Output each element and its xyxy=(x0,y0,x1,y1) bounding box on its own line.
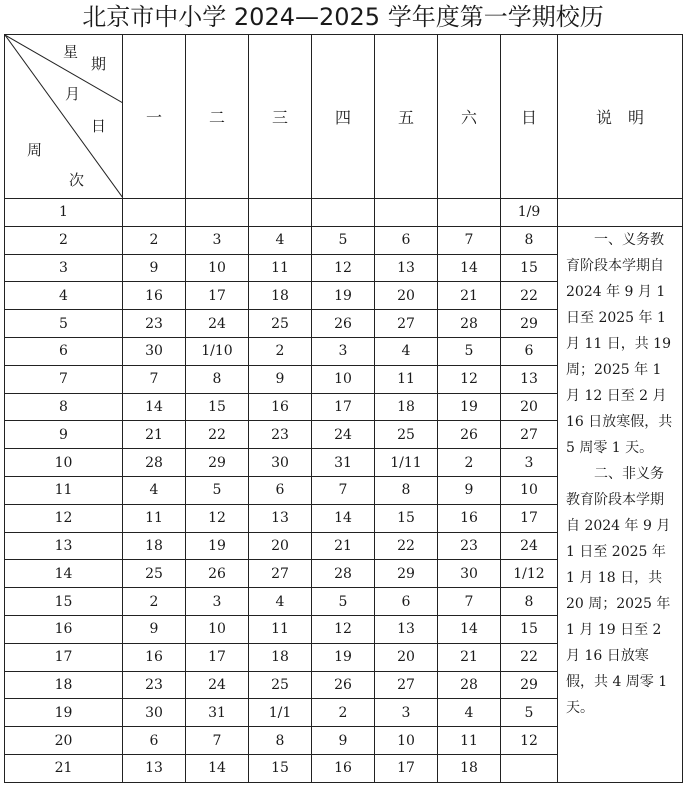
day-cell: 14 xyxy=(312,504,375,532)
corner-label-xing: 星 xyxy=(63,43,79,61)
day-cell: 20 xyxy=(375,643,438,671)
day-cell: 7 xyxy=(312,476,375,504)
day-cell: 29 xyxy=(501,671,558,699)
day-cell: 30 xyxy=(438,560,501,588)
week-number: 19 xyxy=(5,699,123,727)
weekday-header-wed: 三 xyxy=(249,35,312,199)
day-cell: 4 xyxy=(438,699,501,727)
day-cell: 31 xyxy=(186,699,249,727)
day-cell: 16 xyxy=(123,643,186,671)
day-cell: 3 xyxy=(186,226,249,254)
day-cell: 17 xyxy=(312,393,375,421)
day-cell: 14 xyxy=(438,254,501,282)
week-number: 3 xyxy=(5,254,123,282)
day-cell: 10 xyxy=(375,727,438,755)
day-cell: 12 xyxy=(501,727,558,755)
day-cell: 6 xyxy=(501,337,558,365)
notes-cell xyxy=(558,226,683,782)
day-cell: 5 xyxy=(186,476,249,504)
day-cell: 23 xyxy=(123,310,186,338)
day-cell: 29 xyxy=(186,449,249,477)
notes-blank-cell xyxy=(558,199,683,227)
table-row xyxy=(5,226,683,254)
day-cell: 27 xyxy=(375,671,438,699)
day-cell: 30 xyxy=(123,699,186,727)
week-number: 9 xyxy=(5,421,123,449)
day-cell: 22 xyxy=(501,282,558,310)
day-cell: 16 xyxy=(312,754,375,782)
day-cell: 6 xyxy=(375,588,438,616)
day-cell: 5 xyxy=(312,588,375,616)
day-cell: 21 xyxy=(438,282,501,310)
day-cell: 9 xyxy=(249,365,312,393)
day-cell: 5 xyxy=(501,699,558,727)
day-cell: 22 xyxy=(501,643,558,671)
day-cell: 1/9 xyxy=(501,199,558,227)
day-cell: 7 xyxy=(438,226,501,254)
day-cell: 10 xyxy=(501,476,558,504)
day-cell: 28 xyxy=(312,560,375,588)
day-cell: 19 xyxy=(438,393,501,421)
corner-label-zhou: 周 xyxy=(27,141,43,159)
day-cell: 7 xyxy=(186,727,249,755)
day-cell: 2 xyxy=(249,337,312,365)
week-number: 5 xyxy=(5,310,123,338)
day-cell xyxy=(375,199,438,227)
day-cell xyxy=(186,199,249,227)
day-cell: 10 xyxy=(186,254,249,282)
notes-header: 说 明 xyxy=(558,35,683,199)
day-cell: 2 xyxy=(312,699,375,727)
day-cell: 21 xyxy=(123,421,186,449)
day-cell: 13 xyxy=(123,754,186,782)
day-cell: 6 xyxy=(249,476,312,504)
week-number: 4 xyxy=(5,282,123,310)
day-cell: 23 xyxy=(123,671,186,699)
day-cell: 13 xyxy=(501,365,558,393)
corner-header xyxy=(5,35,123,199)
day-cell: 7 xyxy=(438,588,501,616)
day-cell: 18 xyxy=(123,532,186,560)
day-cell: 5 xyxy=(312,226,375,254)
corner-label-ci: 次 xyxy=(69,171,85,189)
day-cell: 18 xyxy=(249,643,312,671)
day-cell: 15 xyxy=(249,754,312,782)
corner-label-qi: 期 xyxy=(91,55,107,73)
day-cell: 19 xyxy=(312,282,375,310)
day-cell: 8 xyxy=(375,476,438,504)
weekday-header-sat: 六 xyxy=(438,35,501,199)
day-cell xyxy=(501,754,558,782)
day-cell: 20 xyxy=(501,393,558,421)
day-cell: 27 xyxy=(375,310,438,338)
day-cell: 14 xyxy=(186,754,249,782)
day-cell: 31 xyxy=(312,449,375,477)
day-cell: 26 xyxy=(438,421,501,449)
day-cell: 25 xyxy=(375,421,438,449)
day-cell: 20 xyxy=(375,282,438,310)
day-cell: 19 xyxy=(312,643,375,671)
day-cell: 3 xyxy=(375,699,438,727)
day-cell: 24 xyxy=(186,671,249,699)
day-cell: 22 xyxy=(186,421,249,449)
day-cell: 6 xyxy=(375,226,438,254)
day-cell: 8 xyxy=(249,727,312,755)
day-cell xyxy=(438,199,501,227)
page-title: 北京市中小学 2024—2025 学年度第一学期校历 xyxy=(82,3,604,31)
day-cell: 18 xyxy=(249,282,312,310)
day-cell: 12 xyxy=(312,254,375,282)
day-cell: 13 xyxy=(375,254,438,282)
day-cell: 4 xyxy=(249,588,312,616)
day-cell: 5 xyxy=(438,337,501,365)
note-paragraph: 二、非义务教育阶段本学期自 2024 年 9 月 1 日至 2025 年 1 月 18 日，共 20 周；2025 年 1 月 19 日至 2 月 16 日放寒假，共 4 周零 1 天。 xyxy=(566,465,671,716)
day-cell: 3 xyxy=(312,337,375,365)
header-row xyxy=(5,35,683,199)
corner-label-ri: 日 xyxy=(91,117,107,135)
day-cell: 28 xyxy=(123,449,186,477)
day-cell: 17 xyxy=(375,754,438,782)
table-row xyxy=(5,199,683,227)
day-cell: 23 xyxy=(249,421,312,449)
day-cell: 25 xyxy=(249,671,312,699)
day-cell: 16 xyxy=(249,393,312,421)
day-cell: 29 xyxy=(501,310,558,338)
day-cell: 13 xyxy=(375,615,438,643)
day-cell: 1/10 xyxy=(186,337,249,365)
day-cell: 24 xyxy=(186,310,249,338)
day-cell: 29 xyxy=(375,560,438,588)
weekday-header-thu: 四 xyxy=(312,35,375,199)
day-cell: 15 xyxy=(501,615,558,643)
day-cell: 4 xyxy=(375,337,438,365)
week-number: 2 xyxy=(5,226,123,254)
week-number: 17 xyxy=(5,643,123,671)
day-cell: 12 xyxy=(312,615,375,643)
week-number: 8 xyxy=(5,393,123,421)
day-cell: 24 xyxy=(501,532,558,560)
day-cell: 25 xyxy=(123,560,186,588)
day-cell: 13 xyxy=(249,504,312,532)
day-cell: 27 xyxy=(249,560,312,588)
day-cell xyxy=(123,199,186,227)
day-cell: 17 xyxy=(186,282,249,310)
day-cell: 7 xyxy=(123,365,186,393)
day-cell: 14 xyxy=(438,615,501,643)
calendar-table xyxy=(4,34,683,783)
day-cell: 11 xyxy=(438,727,501,755)
day-cell: 9 xyxy=(438,476,501,504)
day-cell: 12 xyxy=(186,504,249,532)
day-cell: 26 xyxy=(312,671,375,699)
day-cell: 16 xyxy=(438,504,501,532)
weekday-header-mon: 一 xyxy=(123,35,186,199)
day-cell: 9 xyxy=(312,727,375,755)
note-paragraph: 一、义务教育阶段本学期自 2024 年 9 月 1 日至 2025 年 1 月 11 日，共 19 周；2025 年 1 月 12 日至 2 月 16 日放寒假，共 5 周零 1 天。 xyxy=(566,231,673,456)
day-cell: 11 xyxy=(375,365,438,393)
day-cell: 17 xyxy=(186,643,249,671)
day-cell: 2 xyxy=(123,588,186,616)
day-cell: 21 xyxy=(312,532,375,560)
weekday-header-fri: 五 xyxy=(375,35,438,199)
day-cell: 8 xyxy=(501,588,558,616)
day-cell: 2 xyxy=(438,449,501,477)
day-cell: 15 xyxy=(375,504,438,532)
week-number: 7 xyxy=(5,365,123,393)
day-cell: 30 xyxy=(123,337,186,365)
weekday-header-sun: 日 xyxy=(501,35,558,199)
day-cell: 12 xyxy=(438,365,501,393)
day-cell: 10 xyxy=(312,365,375,393)
day-cell xyxy=(312,199,375,227)
calendar-body xyxy=(5,199,683,783)
day-cell: 19 xyxy=(186,532,249,560)
day-cell: 17 xyxy=(501,504,558,532)
week-number: 1 xyxy=(5,199,123,227)
day-cell: 26 xyxy=(186,560,249,588)
day-cell: 22 xyxy=(375,532,438,560)
week-number: 21 xyxy=(5,754,123,782)
day-cell: 3 xyxy=(501,449,558,477)
day-cell: 1/1 xyxy=(249,699,312,727)
week-number: 20 xyxy=(5,727,123,755)
day-cell: 9 xyxy=(123,615,186,643)
day-cell: 27 xyxy=(501,421,558,449)
week-number: 6 xyxy=(5,337,123,365)
day-cell: 14 xyxy=(123,393,186,421)
day-cell: 23 xyxy=(438,532,501,560)
day-cell: 15 xyxy=(501,254,558,282)
day-cell: 16 xyxy=(123,282,186,310)
day-cell: 2 xyxy=(123,226,186,254)
day-cell: 20 xyxy=(249,532,312,560)
week-number: 16 xyxy=(5,615,123,643)
day-cell: 6 xyxy=(123,727,186,755)
day-cell: 28 xyxy=(438,671,501,699)
week-number: 15 xyxy=(5,588,123,616)
day-cell: 18 xyxy=(375,393,438,421)
day-cell: 11 xyxy=(249,254,312,282)
day-cell: 21 xyxy=(438,643,501,671)
day-cell: 30 xyxy=(249,449,312,477)
day-cell: 26 xyxy=(312,310,375,338)
day-cell: 3 xyxy=(186,588,249,616)
week-number: 18 xyxy=(5,671,123,699)
day-cell: 11 xyxy=(123,504,186,532)
day-cell: 9 xyxy=(123,254,186,282)
day-cell xyxy=(249,199,312,227)
week-number: 10 xyxy=(5,449,123,477)
day-cell: 1/12 xyxy=(501,560,558,588)
day-cell: 25 xyxy=(249,310,312,338)
day-cell: 1/11 xyxy=(375,449,438,477)
day-cell: 10 xyxy=(186,615,249,643)
day-cell: 15 xyxy=(186,393,249,421)
week-number: 13 xyxy=(5,532,123,560)
day-cell: 11 xyxy=(249,615,312,643)
weekday-header-tue: 二 xyxy=(186,35,249,199)
day-cell: 18 xyxy=(438,754,501,782)
day-cell: 4 xyxy=(123,476,186,504)
corner-label-yue: 月 xyxy=(65,85,81,103)
day-cell: 8 xyxy=(186,365,249,393)
week-number: 14 xyxy=(5,560,123,588)
day-cell: 8 xyxy=(501,226,558,254)
week-number: 12 xyxy=(5,504,123,532)
week-number: 11 xyxy=(5,476,123,504)
day-cell: 4 xyxy=(249,226,312,254)
day-cell: 28 xyxy=(438,310,501,338)
day-cell: 24 xyxy=(312,421,375,449)
